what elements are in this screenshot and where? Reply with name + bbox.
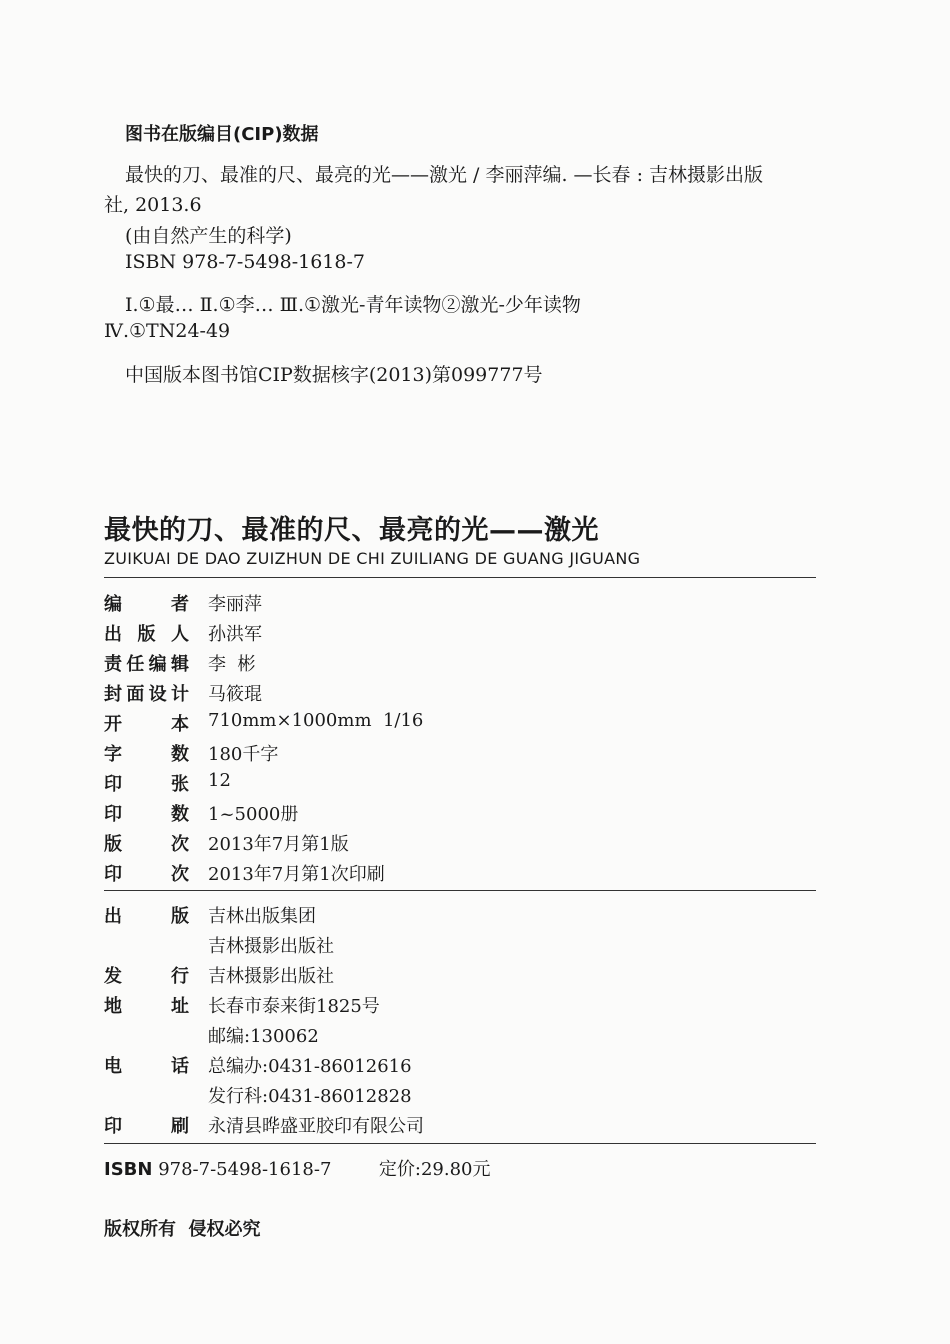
cip-line: 社, 2013.6 [104, 194, 202, 216]
detail-label: 出版人 [104, 624, 189, 645]
publisher-label: 印刷 [104, 1116, 189, 1137]
book-title-pinyin: ZUIKUAI DE DAO ZUIZHUN DE CHI ZUILIANG DE GUANG JIGUANG [104, 549, 641, 568]
publisher-value: 吉林出版集团 [208, 906, 316, 927]
publisher-label: 电话 [104, 1056, 189, 1077]
detail-value: 李 彬 [208, 654, 256, 675]
cip-heading: 图书在版编目(CIP)数据 [125, 124, 319, 145]
cip-line: (由自然产生的科学) [125, 225, 292, 247]
cip-line: ISBN 978-7-5498-1618-7 [125, 251, 365, 273]
divider [104, 577, 816, 578]
detail-value: 12 [208, 770, 231, 791]
book-title: 最快的刀、最准的尺、最亮的光——激光 [104, 515, 599, 546]
detail-value: 180千字 [208, 744, 279, 765]
detail-value: 710mm×1000mm 1/16 [208, 710, 424, 731]
publisher-label: 出版 [104, 906, 189, 927]
detail-label: 字数 [104, 744, 189, 765]
cip-line: 中国版本图书馆CIP数据核字(2013)第099777号 [125, 364, 543, 386]
publisher-value: 吉林摄影出版社 [208, 936, 334, 957]
publisher-value: 吉林摄影出版社 [208, 966, 334, 987]
isbn-number: 978-7-5498-1618-7 [158, 1159, 332, 1180]
cip-line: 最快的刀、最准的尺、最亮的光——激光 / 李丽萍编. —长春 : 吉林摄影出版 [125, 164, 764, 186]
detail-label: 封面设计 [104, 684, 189, 705]
divider [104, 890, 816, 891]
publisher-value: 永清县晔盛亚胶印有限公司 [208, 1116, 424, 1137]
detail-value: 2013年7月第1版 [208, 834, 349, 855]
divider [104, 1143, 816, 1144]
publisher-label: 地址 [104, 996, 189, 1017]
detail-label: 印次 [104, 864, 189, 885]
copyright-notice: 版权所有 侵权必究 [104, 1219, 261, 1240]
isbn-price-line [104, 1155, 490, 1181]
detail-value: 马筱琨 [208, 684, 262, 705]
publisher-value: 邮编:130062 [208, 1026, 319, 1047]
detail-label: 责任编辑 [104, 654, 189, 675]
isbn-label: ISBN [104, 1159, 153, 1180]
cip-line: Ⅳ.①TN24-49 [104, 320, 231, 342]
detail-value: 2013年7月第1次印刷 [208, 864, 385, 885]
detail-value: 1~5000册 [208, 804, 299, 825]
publisher-label: 发行 [104, 966, 189, 987]
detail-value: 孙洪军 [208, 624, 262, 645]
detail-label: 版次 [104, 834, 189, 855]
publisher-value: 发行科:0431-86012828 [208, 1086, 412, 1107]
detail-value: 李丽萍 [208, 594, 262, 615]
detail-label: 开本 [104, 714, 189, 735]
publisher-value: 总编办:0431-86012616 [208, 1056, 412, 1077]
cip-line: Ⅰ.①最… Ⅱ.①李… Ⅲ.①激光-青年读物②激光-少年读物 [125, 294, 581, 316]
publisher-value: 长春市泰来街1825号 [208, 996, 380, 1017]
detail-label: 印数 [104, 804, 189, 825]
price: 定价:29.80元 [378, 1159, 491, 1180]
detail-label: 编者 [104, 594, 189, 615]
detail-label: 印张 [104, 774, 189, 795]
